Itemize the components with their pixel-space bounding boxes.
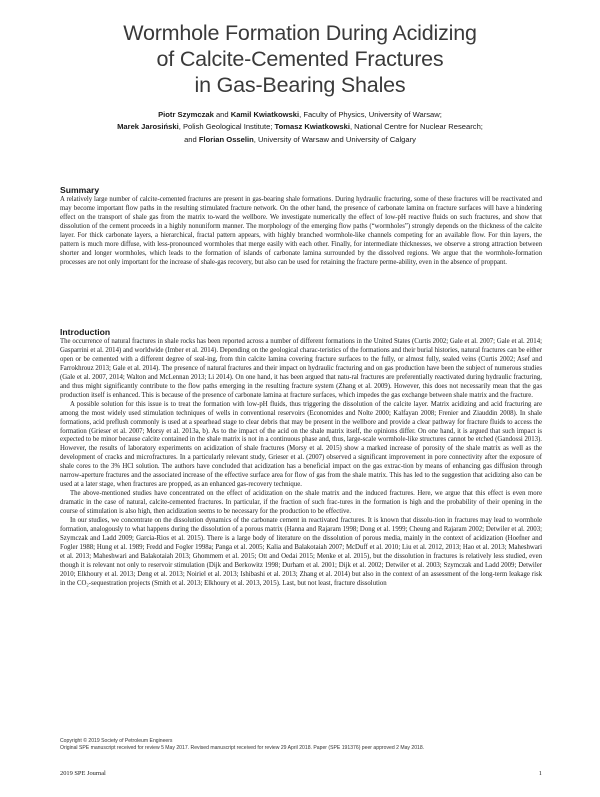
introduction-heading: Introduction <box>60 327 111 337</box>
article-title <box>40 20 560 98</box>
author-name: Florian Osselin <box>198 134 254 144</box>
body-paragraph: The above-mentioned studies have concentrated on the effect of acidization on the shale matrix and the induced fractures. Here, we argue that this effect is even more dramatic in the case of natural, calcite-cemented fractures. In particular, if the fraction of such frac-tures in the formation is high and the probability of their opening in the course of stimulation is also high, then acidization seems to be necessary for the production to be effective. <box>60 490 542 516</box>
footnotes <box>60 738 542 752</box>
author-affiliation: , Polish Geological Institute; <box>178 122 275 132</box>
summary-heading: Summary <box>60 185 100 195</box>
page-footer <box>60 770 542 777</box>
journal-name: 2019 SPE Journal <box>60 770 106 777</box>
author-conjunction: and <box>184 134 199 144</box>
body-paragraph: A possible solution for this issue is to treat the formation with low-pH fluids, thus triggering the dissolution of the calcite layer. Matrix acidizing and acid fracturing are among the most widely used stimulation techniques of wells in conventional reservoirs (Economides and Nolte 2000; Kalfayan 2008; Frenier and Ziauddin 2008). In shale formations, acid preflush commonly is used at a spearhead stage to clear debris that may be present in the wellbore and provide a clear pathway for fracture fluids to access the formation (Grieser et al. 2007; Morsy et al. 2013a, b). As to the impact of the acid on the shale matrix itself, the opinions differ. On one hand, it is argued that such impact is expected to be minor because calcite contained in the shale matrix is not in a continuous phase and, thus, large-scale wormhole-like structures cannot be etched (Gandossi 2013). However, the results of laboratory experiments on acidization of shale fractures (Morsy et al. 2015) show a marked increase of porosity of the shale matrix as well as the development of cracks and microfractures. In a particularly relevant study, Grieser et al. (2007) observed a significant improvement in pore connectivity after the exposure of shale cores to the 3% HCl solution. The authors have concluded that acidization has a beneficial impact on the gas extrac-tion by means of enhancing gas diffusion through narrow-aperture fractures and the associated increase of the effective surface area for flow of gas from the shale matrix. This has led to the suggestion that acidizing also can be used at a later stage, when fractures are propped, as an enhanced gas-recovery technique. <box>60 400 542 489</box>
author-name: Marek Jarosiński <box>117 122 179 132</box>
summary-section <box>60 184 542 268</box>
author-list <box>40 109 560 146</box>
body-paragraph: The occurrence of natural fractures in shale rocks has been reported across a number of different formations in the United States (Curtis 2002; Gale et al. 2007; Gale et al. 2014; Gasparrini et al. 2014) and worldwide (Imber et al. 2014). Depending on the geological charac-teristics of the formations and their burial histories, natural fractures can be either open or be cemented with a different degree of seal-ing, from thin calcite lamina covering fracture surfaces to the fully, or almost fully, sealed veins (Curtis 2002; Asef and Farrokhrouz 2013; Gale et al. 2014). The presence of natural fractures and their impact on hydraulic fracturing and on gas production have been the subject of numerous studies (Gale et al. 2007, 2014; Walton and McLennan 2013; Li 2014). On one hand, it has been argued that natu-ral fractures are preferentially reactivated during hydraulic fracturing, and thus might significantly contribute to the flow paths emerging in the resulting fracture system (Zhang et al. 2009). However, this does not necessarily mean that the gas production itself is enhanced. This is because of the presence of carbonate lamina at fracture surfaces, which impedes the gas exchange between shale matrix and the fracture. <box>60 338 542 399</box>
author-line <box>40 121 560 133</box>
page-number: 1 <box>538 770 542 777</box>
author-name: Piotr Szymczak <box>158 110 214 119</box>
author-affiliation: , University of Warsaw and University of Calgary <box>253 134 416 144</box>
author-affiliation: and <box>213 110 231 119</box>
author-affiliation: , Faculty of Physics, University of Warsaw; <box>299 110 442 119</box>
author-name: Kamil Kwiatkowski <box>230 110 300 119</box>
author-line <box>40 134 560 146</box>
manuscript-note: Original SPE manuscript received for review 5 May 2017. Revised manuscript received for review 29 April 2018. Paper (SPE 191376) peer approved 2 May 2018. <box>60 745 425 751</box>
author-line <box>40 109 560 121</box>
introduction-section <box>60 326 542 589</box>
title-line: in Gas-Bearing Shales <box>194 73 406 97</box>
body-paragraph: In our studies, we concentrate on the dissolution dynamics of the carbonate cement in reactivated fractures. It is known that dissolu-tion in fractures may lead to wormhole formation, analogously to what happens during the dissolution of a porous matrix (Hanna and Rajaram 1998; Dong et al. 1999; Cheung and Rajaram 2002; Detwiler et al. 2003; Szymczak and Ladd 2009; Garcia-Rios et al. 2015). There is a large body of literature on the dissolution of porous media, mainly in the context of acidization (Hoefner and Fogler 1988; Hung et al. 1989; Fredd and Fogler 1998a; Panga et al. 2005; Kalia and Balakotaiah 2007; McDuff et al. 2010; Liu et al. 2012, 2013; Hao et al. 2013; Maheshwari et al. 2013; Maheshwari and Balakotaiah 2013; Ghommem et al. 2015; Ott and Oedai 2015; Menke et al. 2015), but the dissolution in fractures is relatively less studied, even though it is relevant not only to reservoir stimulation (Dijk and Berkowitz 1998; Durham et al. 2001; Dijk et al. 2002; Detwiler et al. 2003; Szymczak and Ladd 2009; Detwiler 2010; Elkhoury et al. 2013; Deng et al. 2013; Noiriel et al. 2013; Ishibashi et al. 2013; Zhang et al. 2014) but also in the context of an assessment of the long-term leakage risk in the CO₂-sequestration projects (Smith et al. 2013; Elkhoury et al. 2013, 2015). Last, but not least, fracture dissolution <box>60 517 542 587</box>
author-name: Tomasz Kwiatkowski <box>274 122 350 132</box>
summary-text: A relatively large number of calcite-cemented fractures are present in gas-bearing shale formations. During hydraulic fracturing, some of these fractures will be reactivated and may become important flow paths in the resulting stimulated fracture network. On the other hand, the presence of carbonate lamina on fracture surfaces will have a hindering effect on the transport of shale gas from the matrix to-ward the wellbore. We investigate numerically the effect of low-pH reactive fluids on such fractures, and show that dissolution of the cement proceeds in a highly nonuniform manner. The morphology of the emerging flow paths (“wormholes”) strongly depends on the thickness of the calcite layer. For thick carbonate layers, a hierarchical, fractal pattern appears, with highly branched wormhole-like channels competing for an available flow. For thin layers, the pattern is much more diffuse, with less-pronounced wormholes that merge easily with each other. Finally, for intermediate thicknesses, we observe a strong attraction between shorter and longer wormholes, which leads to the formation of islands of carbonate lamina surrounded by the dissolved regions. We argue that the wormhole-formation processes are not only important for the increase of shale-gas recovery, but also can be used for retaining the fracture perme-ability, even in the absence of proppant. <box>60 196 542 266</box>
author-affiliation: , National Centre for Nuclear Research; <box>349 122 483 132</box>
copyright-note: Copyright © 2019 Society of Petroleum Engineers <box>60 738 173 744</box>
title-line: Wormhole Formation During Acidizing <box>123 21 477 45</box>
title-line: of Calcite-Cemented Fractures <box>156 47 444 71</box>
